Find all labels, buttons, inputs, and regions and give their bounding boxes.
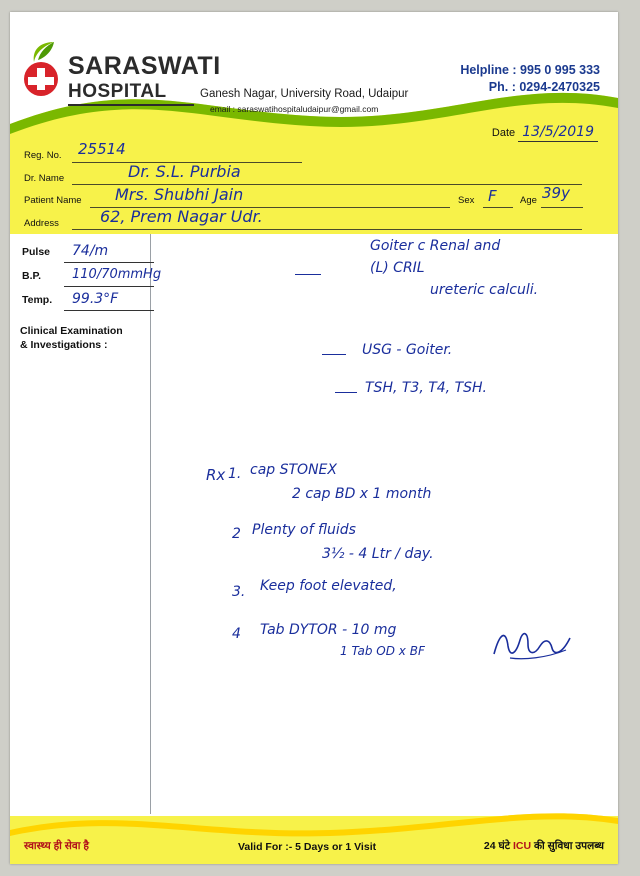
helpline-line1: Helpline : 995 0 995 333 [460,63,600,77]
address-line [72,229,582,230]
footer-icu-text [484,839,604,853]
doctor-signature [490,624,580,664]
address-value[interactable]: 62, Prem Nagar Udr. [100,207,263,226]
diagnosis-line-3: ureteric calculi. [430,282,539,298]
prescription-page [10,12,618,864]
temp-line [64,310,154,311]
clinic-email: email : saraswatihospitaludaipur@gmail.com [210,104,379,114]
rx-item-1-line1: cap STONEX [250,462,337,478]
clinical-heading-line1: Clinical Examination [20,325,123,337]
patient-name-label: Patient Name [24,195,82,206]
footer-validity-text: Valid For :- 5 Days or 1 Visit [238,841,377,853]
brand-underline [68,104,194,106]
clinic-name-line2: HOSPITAL [68,81,167,102]
letterhead-footer [10,790,618,864]
investigation-dash-1 [322,354,346,355]
rx-item-4-number: 4 [232,626,241,642]
vitals-row-pulse [20,242,150,266]
rx-item-4-line1: Tab DYTOR - 10 mg [260,622,397,638]
sex-value[interactable]: F [488,187,497,205]
clinical-heading-line2: & Investigations : [20,339,108,351]
clinical-examination-heading [20,324,145,352]
footer-icu-post: की सुविधा उपलब्ध [531,840,604,852]
patient-name-value[interactable]: Mrs. Shubhi Jain [115,185,244,204]
footer-icu-pre: 24 घंटे [483,840,513,852]
address-label: Address [24,218,59,229]
age-value[interactable]: 39y [542,184,570,202]
rx-item-2-number: 2 [232,526,241,542]
rx-item-1-line2: 2 cap BD x 1 month [292,486,432,502]
date-value[interactable]: 13/5/2019 [518,124,598,142]
vitals-row-temp [20,290,150,314]
investigation-line-1: USG - Goiter. [362,342,453,358]
rx-item-3-line1: Keep foot elevated, [260,578,397,594]
date-label: Date [491,127,516,139]
temp-value[interactable]: 99.3°F [72,291,119,307]
clinic-address: Ganesh Nagar, University Road, Udaipur [200,88,409,100]
investigation-line-2: TSH, T3, T4, TSH. [365,380,488,396]
diagnosis-dash [295,274,321,275]
doctor-name-value[interactable]: Dr. S.L. Purbia [128,162,241,181]
column-divider [150,234,151,814]
letterhead-header [10,12,618,234]
helpline-block [460,62,600,96]
rx-item-2-line1: Plenty of fluids [252,522,356,538]
red-cross-icon [24,56,62,96]
reg-no-label: Reg. No. [24,150,62,161]
prescription-body [10,234,618,814]
age-line [541,207,583,208]
vitals-block [20,242,162,314]
investigation-dash-2 [335,392,357,393]
clinic-brand [68,54,221,103]
rx-heading: Rx [206,466,226,484]
sex-label: Sex [458,195,475,206]
vitals-row-bp [20,266,162,290]
rx-item-1-number: 1. [228,466,242,482]
pulse-value[interactable]: 74/m [72,243,109,259]
date-field [492,124,598,142]
diagnosis-line-2: (L) CRIL [370,260,425,276]
rx-item-3-number: 3. [232,584,246,600]
pulse-label: Pulse [22,246,51,258]
sex-line [483,207,513,208]
doctor-name-label: Dr. Name [24,173,65,184]
age-label: Age [520,195,537,206]
rx-item-2-line2: 3½ - 4 Ltr / day. [322,546,434,562]
helpline-line2: Ph. : 0294-2470325 [488,80,600,94]
rx-item-4-line2: 1 Tab OD x BF [340,644,425,658]
bp-line [64,286,154,287]
diagnosis-line-1: Goiter c Renal and [370,238,501,254]
pulse-line [64,262,154,263]
footer-left-text: स्वास्थ्य ही सेवा है [24,840,89,852]
bp-label: B.P. [22,270,42,282]
reg-no-value[interactable]: 25514 [78,140,126,158]
bp-value[interactable]: 110/70mmHg [72,267,162,282]
footer-icu-badge: ICU [512,840,532,852]
temp-label: Temp. [22,294,53,306]
clinic-name-line1: SARASWATI [68,52,221,80]
